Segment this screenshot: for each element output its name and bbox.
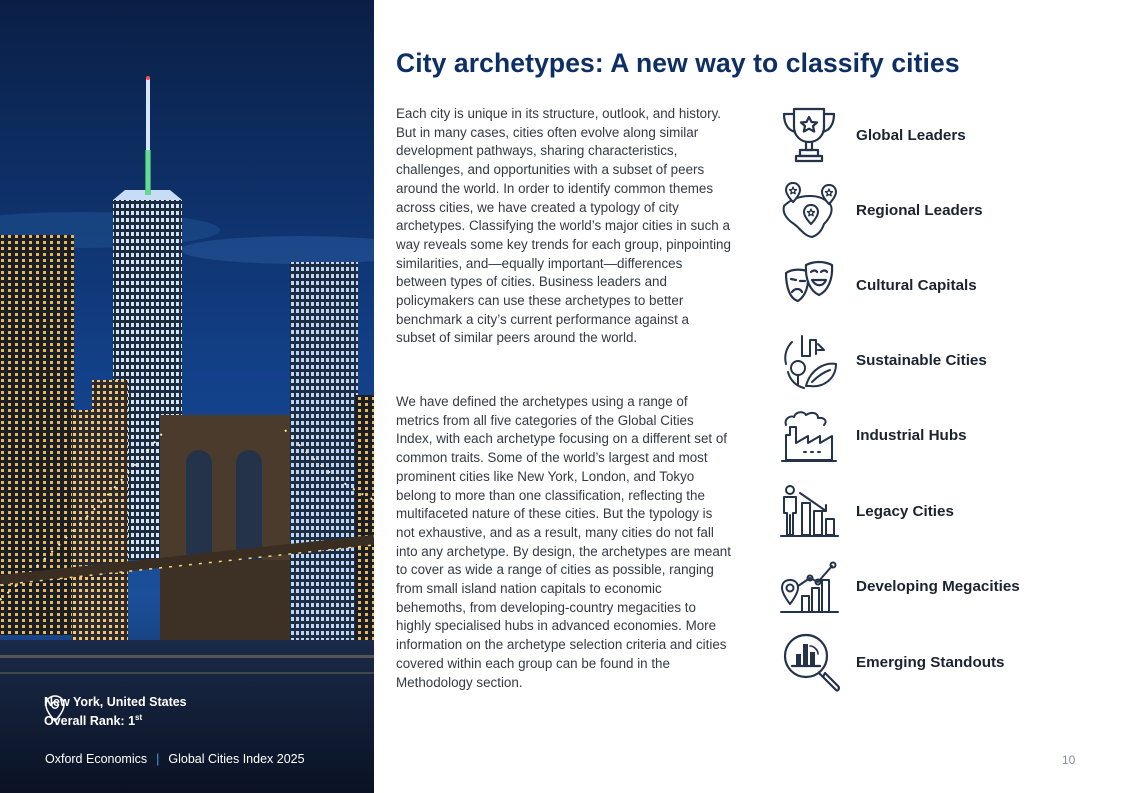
archetype-label: Developing Megacities	[856, 577, 1020, 595]
archetype-label: Emerging Standouts	[856, 653, 1005, 671]
factory-icon	[778, 405, 840, 465]
archetype-emerging-standouts	[778, 630, 1005, 694]
caption-rank: Overall Rank: 1st	[44, 713, 143, 729]
eco-city-icon	[778, 330, 840, 390]
archetype-label: Legacy Cities	[856, 502, 954, 520]
growth-chart-icon	[778, 556, 840, 616]
archetype-industrial-hubs	[778, 403, 967, 467]
city-skyline-illustration	[0, 0, 374, 793]
page-title: City archetypes: A new way to classify cities	[396, 48, 960, 78]
location-pin-icon	[44, 694, 66, 724]
archetype-cultural-capitals	[778, 253, 977, 317]
archetype-label: Sustainable Cities	[856, 351, 987, 369]
page-number: 10	[1062, 753, 1076, 767]
cover-photo-new-york	[0, 0, 374, 793]
archetype-global-leaders	[778, 103, 966, 167]
region-map-icon	[778, 180, 840, 240]
archetype-label: Regional Leaders	[856, 201, 983, 219]
magnifier-chart-icon	[778, 632, 840, 692]
archetype-legacy-cities	[778, 479, 954, 543]
trophy-icon	[778, 105, 840, 165]
archetype-developing-megacities	[778, 554, 1020, 618]
archetype-label: Global Leaders	[856, 126, 966, 144]
declining-population-icon	[778, 481, 840, 541]
archetype-label: Cultural Capitals	[856, 276, 977, 294]
archetype-label: Industrial Hubs	[856, 426, 967, 444]
footer-publisher: Oxford Economics	[45, 752, 148, 766]
caption-location: New York, United States	[44, 695, 187, 709]
page-footer	[45, 752, 305, 766]
footer-report: Global Cities Index 2025	[168, 752, 305, 766]
theatre-masks-icon	[778, 255, 840, 315]
intro-paragraph: Each city is unique in its structure, outlook, and history. But in many cases, cities often evolve along similar development pathways, sharing characteristics, challenges, and opportunities with a subset of peers around the world. In order to identify common themes across cities, we have created a typology of city archetypes. Classifying the world’s major cities in such a way reveals some key trends for each group, pinpointing similarities, and—equally important—differences between types of cities. Business leaders and policymakers can use these archetypes to better benchmark a city’s current performance against a subset of similar peers around the world.	[396, 106, 731, 346]
archetype-regional-leaders	[778, 178, 983, 242]
archetype-sustainable-cities	[778, 328, 987, 392]
definition-paragraph: We have defined the archetypes using a range of metrics from all five categories of the Global Cities Index, with each archetype focusing on a different set of common traits. Some of the world’s largest and most prominent cities like New York, London, and Tokyo belong to more than one classification, reflecting the multifaceted nature of these cities. But the typology is not exhaustive, and as a result, many cities do not fall into any archetype. By design, the archetypes are meant to cover as wide a range of cities as possible, ranging from small island nation capitals to economic behemoths, from developing-country megacities to highly specialised hubs in advanced economies. More information on the archetype selection criteria and cities covered within each group can be found in the Methodology section.	[396, 394, 731, 690]
photo-caption	[44, 694, 187, 729]
footer-separator: |	[156, 752, 160, 766]
